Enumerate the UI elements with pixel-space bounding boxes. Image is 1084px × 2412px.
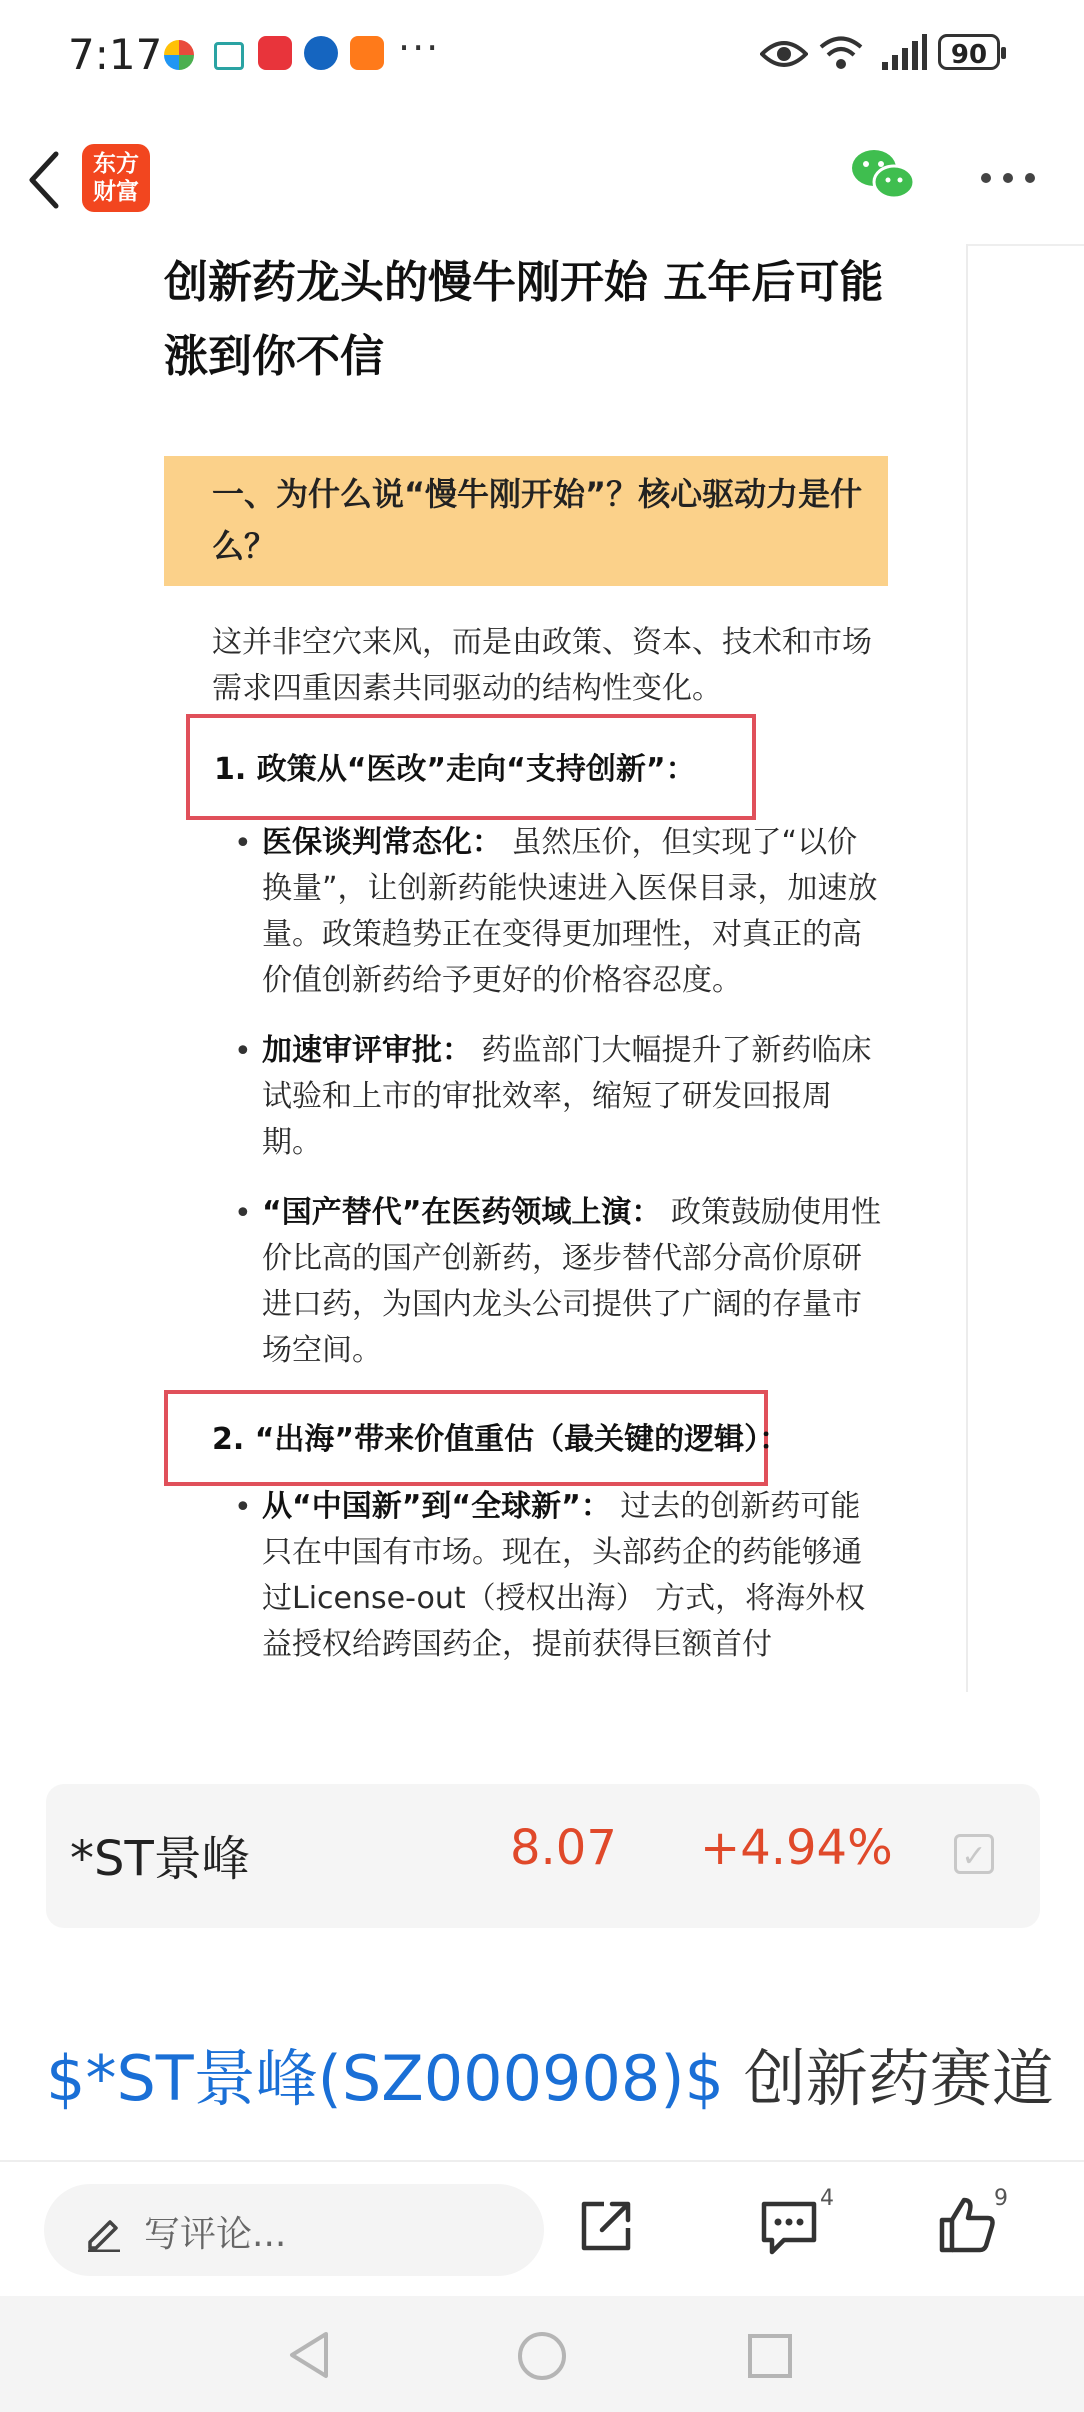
post-text: 创新药赛道 (724, 2042, 1054, 2115)
section-heading: 一、为什么说“慢牛刚开始”？核心驱动力是什么？ (212, 475, 863, 565)
bullet-dot: • (234, 1034, 252, 1069)
comment-icon[interactable] (758, 2198, 820, 2256)
bullet-item (262, 1484, 882, 1668)
eye-icon (760, 38, 808, 70)
bullet-bold: “国产替代”在医药领域上演： (262, 1195, 662, 1230)
stock-name[interactable]: *ST景峰 (70, 1831, 250, 1887)
point-1-heading: 1. 政策从“医改”走向“支持创新”： (214, 752, 696, 787)
bullet-item (262, 1028, 882, 1166)
article-image-title: 创新药龙头的慢牛刚开始 五年后可能涨到你不信 (164, 257, 884, 382)
message-notification-icon (258, 36, 292, 70)
nav-recents-icon[interactable] (746, 2332, 794, 2380)
intro-paragraph: 这并非空穴来风，而是由政策、资本、技术和市场需求四重因素共同驱动的结构性变化。 (212, 625, 872, 706)
share-icon[interactable] (576, 2196, 636, 2256)
wifi-icon (818, 34, 864, 72)
shop-notification-icon (350, 36, 384, 70)
stock-price: 8.07 (510, 1820, 617, 1876)
app-notification-icon (164, 40, 194, 70)
bullet-item (262, 1190, 882, 1374)
post-body (46, 2034, 1054, 2124)
bullet-bold: 医保谈判常态化： (262, 825, 502, 860)
bullet-dot: • (234, 1196, 252, 1231)
browser-notification-icon (304, 36, 338, 70)
bullet-text: 虽然压价，但实现了“以价换量”，让创新药能快速进入医保目录，加速放量。政策趋势正在变得更加理性，对真正的高价值创新药给予更好的价格容忍度。 (262, 825, 878, 998)
back-arrow-icon[interactable] (24, 150, 64, 210)
bullet-bold: 从“中国新”到“全球新”： (262, 1489, 611, 1524)
more-options-icon[interactable] (980, 172, 1036, 184)
comment-placeholder[interactable]: 写评论... (144, 2214, 287, 2255)
wechat-share-icon[interactable] (850, 146, 916, 202)
status-time: 7:17 (68, 30, 163, 79)
top-header (0, 110, 1084, 246)
more-notifications-icon: ··· (398, 26, 441, 70)
bullet-text: 药监部门大幅提升了新药临床试验和上市的审批效率，缩短了研发回报周期。 (262, 1033, 872, 1160)
pencil-icon (84, 2212, 124, 2252)
point-2-heading: 2. “出海”带来价值重估（最关键的逻辑）： (212, 1422, 790, 1457)
stock-change: +4.94% (700, 1820, 893, 1876)
nav-home-icon[interactable] (516, 2330, 568, 2382)
nav-back-icon[interactable] (286, 2330, 332, 2380)
stock-tag-link[interactable]: $*ST景峰(SZ000908)$ (46, 2042, 725, 2115)
comment-count: 4 (820, 2186, 834, 2211)
bullet-text: 过去的创新药可能只在中国有市场。现在，头部药企的药能够通过License-out（授权出海） 方式，将海外权益授权给跨国药企，提前获得巨额首付 (262, 1489, 866, 1662)
bullet-dot: • (234, 826, 252, 861)
eastmoney-logo[interactable]: 东方财富 (82, 144, 150, 212)
bullet-bold: 加速审评审批： (262, 1033, 472, 1068)
bullet-text: 政策鼓励使用性价比高的国产创新药，逐步替代部分高价原研进口药，为国内龙头公司提供了广阔的存量市场空间。 (262, 1195, 881, 1368)
bullet-dot: • (234, 1490, 252, 1525)
bullet-item (262, 820, 882, 1004)
add-watchlist-checkbox[interactable]: ✓ (954, 1834, 994, 1874)
thumbs-up-icon[interactable] (936, 2194, 998, 2256)
signal-icon (880, 34, 928, 72)
home-notification-icon (214, 42, 244, 70)
status-bar (0, 0, 1084, 110)
like-count: 9 (994, 2186, 1008, 2211)
battery-icon: 90 (938, 34, 1000, 70)
